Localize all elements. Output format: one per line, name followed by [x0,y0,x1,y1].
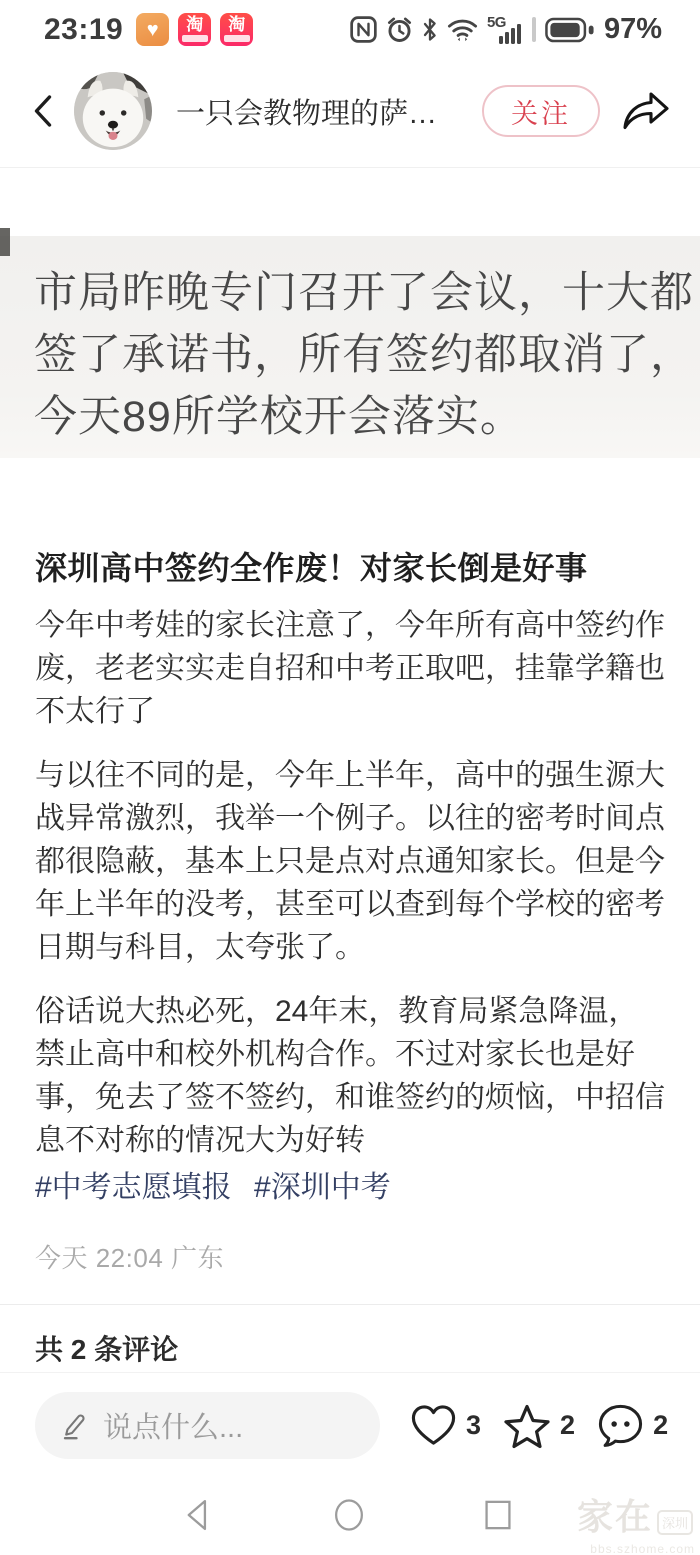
tao-glyph: 淘 [186,15,204,34]
share-button[interactable] [622,89,670,133]
follow-label: 关注 [511,98,571,129]
heart-icon [410,1404,457,1448]
bluetooth-icon [422,16,438,43]
watermark-url: bbs.szhome.com [590,1542,695,1555]
image-artifact [0,228,10,256]
back-button[interactable] [30,91,60,131]
image-text-block [0,236,700,448]
post-image[interactable] [0,236,700,458]
sim2-signal-bar [532,17,536,42]
like-count: 3 [466,1410,482,1440]
collect-count: 2 [560,1410,576,1440]
post-header [0,55,700,168]
wifi-icon [447,17,478,43]
status-bar [0,0,700,55]
battery-icon [545,17,595,43]
back-icon [30,93,56,129]
tao-glyph: 淘 [228,15,246,34]
comment-bar [35,1392,676,1459]
avatar[interactable] [74,72,152,150]
post-body [35,604,665,1209]
comment-button[interactable] [597,1403,668,1449]
heart-glyph: ♥ [146,18,159,41]
nav-recents-square-icon[interactable] [482,1496,514,1539]
section-divider [0,1304,700,1305]
post-paragraph: 今年中考娃的家长注意了，今年所有高中签约作废，老老实实走自招和中考正取吧，挂靠学籍也不太行了 [35,609,665,728]
image-text-line: 今天89所学校开会落实。 [34,393,524,441]
like-button[interactable] [410,1404,481,1448]
network-type-label: 5G [486,13,506,31]
nfc-icon [350,16,377,43]
alarm-icon [386,16,413,43]
tao-sub-label [224,35,250,42]
comment-bubble-icon [597,1403,644,1449]
hashtag-link[interactable]: #深圳中考 [254,1171,391,1204]
image-text-line: 市局昨晚专门召开了会议，十大都 [34,269,694,317]
comment-placeholder: 说点什么... [103,1412,244,1444]
android-navbar [0,1480,700,1555]
status-bar-right [350,12,662,48]
comment-input[interactable] [35,1392,380,1459]
watermark-text: 家在 [576,1496,653,1537]
samoyed-avatar-image [74,72,152,150]
battery-percent: 97% [603,13,662,45]
post-timestamp: 今天 22:04 广东 [35,1243,225,1273]
hashtag-link[interactable]: #中考志愿填报 [35,1171,232,1204]
status-bar-left [44,13,253,47]
clock-time: 23:19 [44,12,124,46]
tao-sub-label [182,35,208,42]
watermark-badge: 深圳 [657,1510,693,1535]
post-paragraph: 俗话说大热必死，24年末，教育局紧急降温，禁止高中和校外机构合作。不过对家长也是好事，免去了签不签约，和谁签约的烦恼，中招信息不对称的情况大为好转 [35,995,665,1157]
taobao-lite-app-icon [220,13,253,46]
nav-back-triangle-icon[interactable] [183,1496,213,1539]
signal-5g-icon [487,12,523,48]
post-title: 深圳高中签约全作废！对家长倒是好事 [35,550,588,586]
post-paragraph: 与以往不同的是，今年上半年，高中的强生源大战异常激烈，我举一个例子。以往的密考时间点都很隐蔽，基本上只是点对点通知家长。但是今年上半年的没考，甚至可以查到每个学校的密考日期与科目，太夸张了。 [35,759,665,964]
section-divider [0,1372,700,1373]
comment-count-label: 共 2 条评论 [35,1334,179,1365]
collect-button[interactable] [503,1403,575,1449]
taobao-app-icon [178,13,211,46]
nav-home-circle-icon[interactable] [332,1496,366,1539]
star-icon [503,1403,551,1449]
image-text-line: 签了承诺书，所有签约都取消了， [34,331,694,379]
pencil-icon [59,1411,89,1441]
health-app-icon [136,13,169,46]
hashtag-row [35,1166,665,1209]
follow-button[interactable] [482,85,600,137]
share-icon [622,91,670,131]
author-username[interactable]: 一只会教物理的萨… [176,97,438,130]
comment-count: 2 [653,1410,669,1440]
